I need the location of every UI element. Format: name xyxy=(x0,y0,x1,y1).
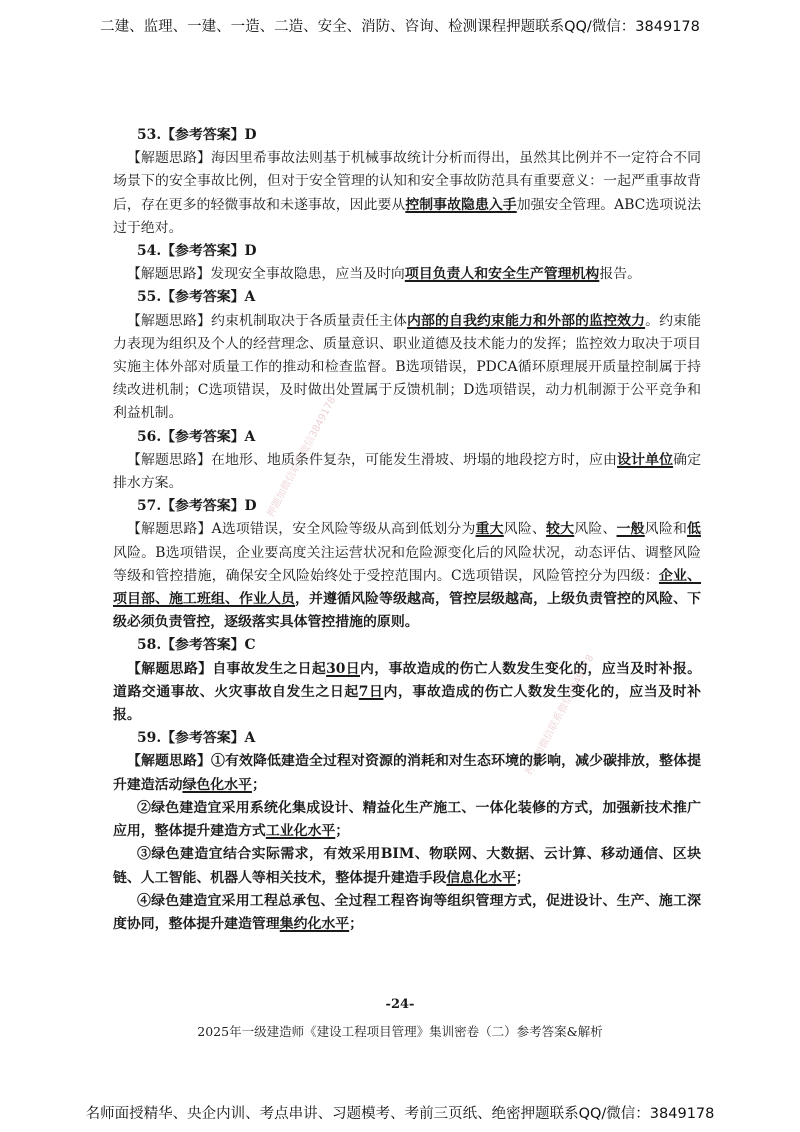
explanation-57: 【解题思路】A选项错误，安全风险等级从高到低划分为重大风险、较大风险、一般风险和低风险。B选项错误，企业要高度关注运营状况和危险源变化后的风险状况，动态评估、调整风险等级和管控措施，确保安全风险始终处于受控范围内。C选项错误，风险管控分为四级：企业、项目部、施工班组、作业人员，并遵循风险等级越高，管控层级越高，上级负责管控的风险、下级必须负责管控，逐级落实具体管控措施的原则。 xyxy=(113,521,701,631)
answer-54: 54.【参考答案】D xyxy=(137,243,257,260)
explanation-55: 【解题思路】约束机制取决于各质量责任主体内部的自我约束能力和外部的监控效力。约束能力表现为组织及个人的经营理念、质量意识、职业道德及技术能力的发挥；监控效力取决于项目实施主体外部对质量工作的推动和检查监督。B选项错误，PDCA循环原理展开质量控制属于持续改进机制；C选项错误，及时做出处置属于反馈机制；D选项错误，动力机制源于公平竞争和利益机制。 xyxy=(113,312,701,422)
explanation-53: 【解题思路】海因里希事故法则基于机械事故统计分析而得出，虽然其比例并不一定符合不同场景下的安全事故比例，但对于安全管理的认知和安全事故防范具有重要意义：一起严重事故背后，存在更多的轻微事故和未遂事故，因此要从控制事故隐患入手加强安全管理。ABC选项说法过于绝对。 xyxy=(113,150,701,236)
answer-53: 53.【参考答案】D xyxy=(137,127,257,143)
explanation-59-3: ③绿色建造宜结合实际需求，有效采用BIM、物联网、大数据、云计算、移动通信、区块链、人工智能、机器人等相关技术，整体提升建造手段信息化水平； xyxy=(113,846,701,886)
promo-header-text: 二建、监理、一建、一造、二造、安全、消防、咨询、检测课程押题联系QQ/微信：3849178 xyxy=(100,18,700,35)
watermark: 押题加微信联系微信3849178 xyxy=(265,395,339,520)
promo-footer-text: 名师面授精华、央企内训、考点串讲、习题模考、考前三页纸、绝密押题联系QQ/微信：3849178 xyxy=(85,1105,715,1122)
promo-footer xyxy=(0,1092,800,1132)
answer-57: 57.【参考答案】D xyxy=(137,498,257,515)
page-number: -24- xyxy=(385,997,415,1012)
explanation-59-4: ④绿色建造宜采用工程总承包、全过程工程咨询等组织管理方式，促进设计、生产、施工深度协同，整体提升建造管理集约化水平； xyxy=(113,892,701,932)
explanation-54: 【解题思路】发现安全事故隐患，应当及时向项目负责人和安全生产管理机构报告。 xyxy=(127,266,641,283)
watermark: 押题加微信联系微信3849178 xyxy=(523,653,597,778)
explanation-56: 【解题思路】在地形、地质条件复杂，可能发生滑坡、坍塌的地段挖方时，应由设计单位确定排水方案。 xyxy=(113,451,701,492)
promo-header xyxy=(0,0,800,50)
answer-56: 56.【参考答案】A xyxy=(137,428,256,445)
answer-55: 55.【参考答案】A xyxy=(137,289,256,306)
explanation-58: 【解题思路】自事故发生之日起30日内，事故造成的伤亡人数发生变化的，应当及时补报。道路交通事故、火灾事故自发生之日起7日内，事故造成的伤亡人数发生变化的，应当及时补报。 xyxy=(113,660,701,724)
explanation-59-2: ②绿色建造宜采用系统化集成设计、精益化生产施工、一体化装修的方式，加强新技术推广应用，整体提升建造方式工业化水平； xyxy=(113,799,701,840)
document-footer: 2025年一级建造师《建设工程项目管理》集训密卷（二）参考答案&解析 xyxy=(197,1024,603,1039)
answer-content xyxy=(113,124,701,936)
answer-58: 58.【参考答案】C xyxy=(137,637,256,654)
explanation-59-1: 【解题思路】①有效降低建造全过程对资源的消耗和对生态环境的影响，减少碳排放，整体提升建造活动绿色化水平； xyxy=(113,753,701,793)
answer-59: 59.【参考答案】A xyxy=(137,730,256,747)
